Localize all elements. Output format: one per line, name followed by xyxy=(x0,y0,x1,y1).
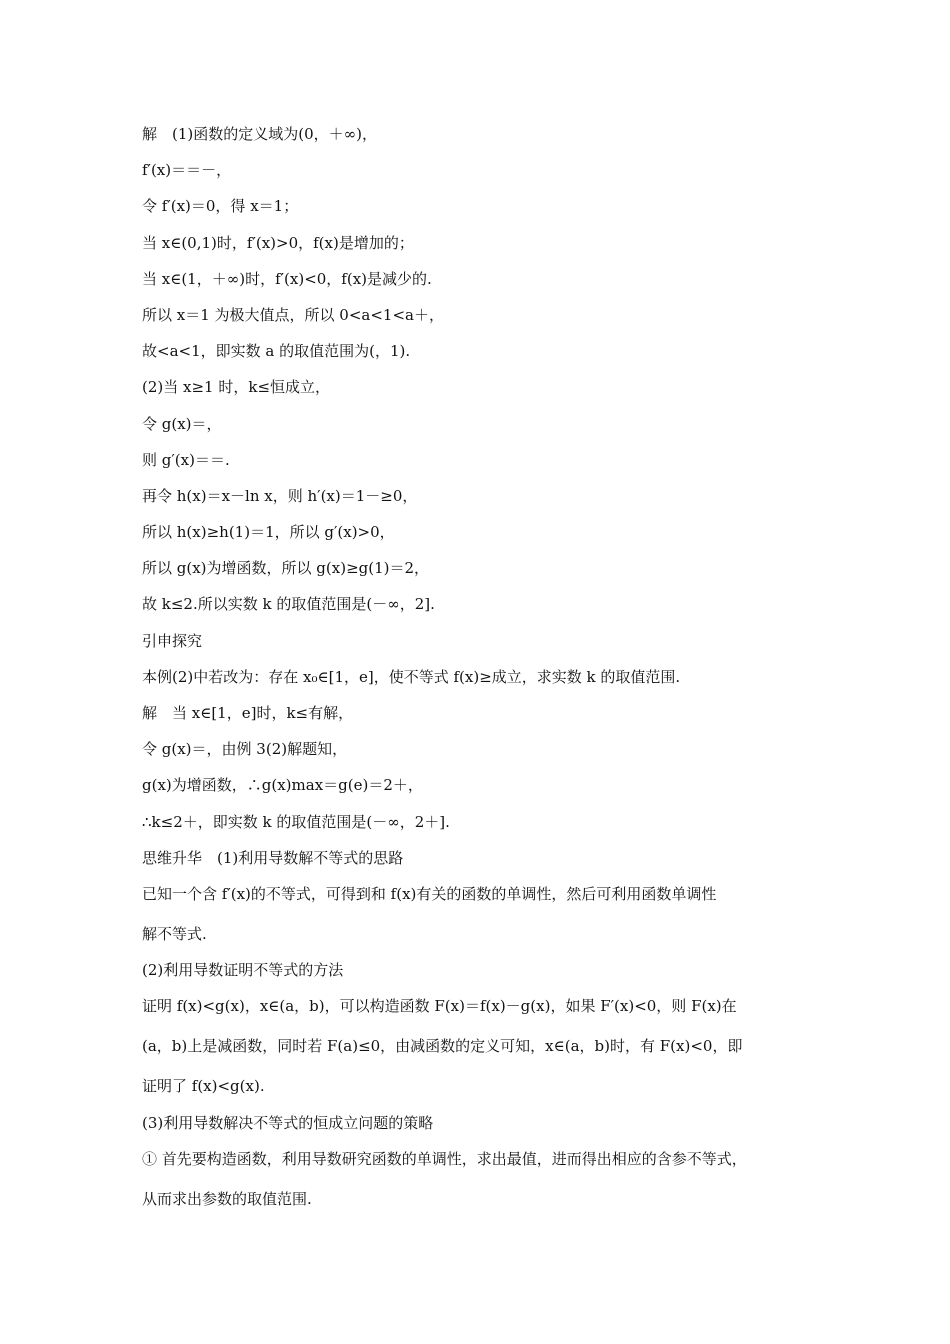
text-line: ∴k≤2＋，即实数 k 的取值范围是(－∞，2＋]. xyxy=(142,812,450,831)
text-line: 所以 g(x)为增函数，所以 g(x)≥g(1)＝2， xyxy=(142,559,430,578)
text-line: 再令 h(x)＝x－ln x，则 h′(x)＝1－≥0， xyxy=(142,486,418,505)
text-line: 解 (1)函数的定义域为(0，＋∞)， xyxy=(142,125,377,143)
text-line: g(x)为增函数，∴g(x)max＝g(e)＝2＋， xyxy=(142,776,423,795)
text-line: 解不等式. xyxy=(142,924,207,943)
text-line: (a，b)上是减函数，同时若 F(a)≤0，由减函数的定义可知，x∈(a，b)时，有 F(x)<0，即 xyxy=(142,1037,743,1056)
text-line: (2)利用导数证明不等式的方法 xyxy=(142,961,344,980)
text-line: 证明 f(x)<g(x)，x∈(a，b)，可以构造函数 F(x)＝f(x)－g(x)，如果 F′(x)<0，则 F(x)在 xyxy=(142,997,737,1016)
text-line: ① 首先要构造函数，利用导数研究函数的单调性，求出最值，进而得出相应的含参不等式， xyxy=(142,1149,747,1168)
text-line: 本例(2)中若改为：存在 x₀∈[1，e]，使不等式 f(x)≥成立，求实数 k 的取值范围. xyxy=(142,667,681,686)
text-line: 从而求出参数的取值范围. xyxy=(142,1189,312,1208)
text-line: 令 g(x)＝，由例 3(2)解题知， xyxy=(142,740,348,759)
text-line: (2)当 x≥1 时，k≤恒成立， xyxy=(142,378,331,397)
text-line: 所以 h(x)≥h(1)＝1，所以 g′(x)>0， xyxy=(142,523,395,542)
text-line: 令 f′(x)＝0，得 x＝1； xyxy=(142,197,299,216)
section-heading-extension: 引申探究 xyxy=(142,631,203,650)
text-line: 则 g′(x)＝＝. xyxy=(142,450,230,469)
document-body xyxy=(142,124,822,1225)
text-line: 已知一个含 f′(x)的不等式，可得到和 f(x)有关的函数的单调性，然后可利用函数单调性 xyxy=(142,884,717,903)
text-line: f′(x)＝＝－， xyxy=(142,161,232,180)
text-line: 证明了 f(x)<g(x). xyxy=(142,1077,265,1096)
text-line: 当 x∈(1，＋∞)时，f′(x)<0，f(x)是减少的. xyxy=(142,269,432,288)
text-line: 解 当 x∈[1，e]时，k≤有解， xyxy=(142,704,354,722)
text-line: 故 k≤2.所以实数 k 的取值范围是(－∞，2]. xyxy=(142,595,435,614)
section-heading-summary: 思维升华 (1)利用导数解不等式的思路 xyxy=(142,848,404,867)
text-line: 当 x∈(0,1)时，f′(x)>0，f(x)是增加的； xyxy=(142,233,414,252)
text-line: 所以 x＝1 为极大值点，所以 0<a<1<a＋， xyxy=(142,305,444,324)
text-line: 令 g(x)＝， xyxy=(142,414,222,433)
text-line: (3)利用导数解决不等式的恒成立问题的策略 xyxy=(142,1113,434,1132)
text-line: 故<a<1，即实数 a 的取值范围为(，1). xyxy=(142,342,411,361)
